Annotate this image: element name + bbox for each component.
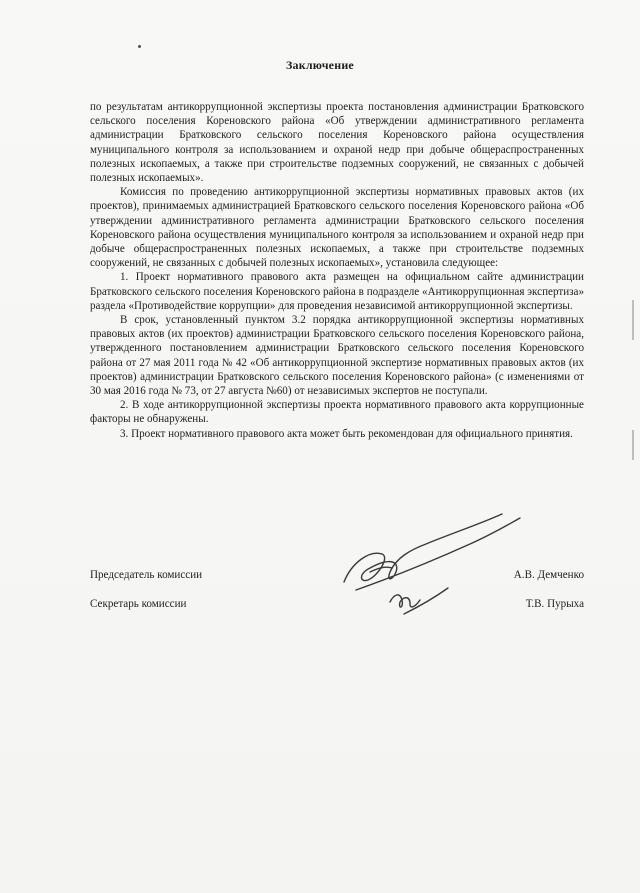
finding-2-paragraph: 2. В ходе антикоррупционной экспертизы проекта нормативного правового акта коррупционные факторы не обнаружены. — [90, 399, 584, 426]
scan-edge-mark — [632, 430, 634, 460]
scan-speck — [138, 45, 141, 48]
commission-paragraph: Комиссия по проведению антикоррупционной экспертизы нормативных правовых актов (их проектов), принимаемых администрацией Братковского сельского поселения Кореновского района «Об утверждении административного регламента администрации Братковского сельского поселения Кореновского района осуществления муниципального контроля за использованием и охраной недр при добыче общераспространенных полезных ископаемых, а также при строительстве подземных сооружений, не связанных с добычей полезных ископаемых», установила следующее: — [90, 186, 584, 270]
chair-name: А.В. Демченко — [513, 569, 584, 581]
secretary-name: Т.В. Пурыха — [525, 598, 584, 610]
chair-role: Председатель комиссии — [90, 569, 203, 581]
scan-edge-mark — [632, 300, 634, 340]
finding-1-paragraph: 1. Проект нормативного правового акта размещен на официальном сайте администрации Братковского сельского поселения Кореновского района в подразделе «Антикоррупционная экспертиза» раздела «Противодействие коррупции» для проведения независимой антикоррупционной экспертизы. — [90, 271, 584, 312]
document-title: Заключение — [286, 58, 354, 72]
finding-3-paragraph: 3. Проект нормативного правового акта может быть рекомендован для официального принятия. — [120, 427, 573, 440]
intro-paragraph: по результатам антикоррупционной экспертизы проекта постановления администрации Братковского сельского поселения Кореновского района «Об утверждении административного регламента администрации Братковского сельского поселения Кореновского района осуществления муниципального контроля за использованием и охраной недр при добыче общераспространенных полезных ископаемых, а также при строительстве подземных сооружений, не связанных с добычей полезных ископаемых». — [90, 101, 584, 185]
secretary-role: Секретарь комиссии — [90, 598, 187, 610]
handwritten-signature — [330, 510, 530, 630]
document-body — [90, 100, 584, 441]
deadline-paragraph: В срок, установленный пунктом 3.2 порядка антикоррупционной экспертизы нормативных правовых актов (их проектов) администрации Братковского сельского поселения Кореновского района, утвержденного постановлением администрации Братковского сельского поселения Кореновского района от 27 мая 2011 года № 42 «Об антикоррупционной экспертизе нормативных правовых актов (их проектов) администрации Братковского сельского поселения Кореновского района» (с изменениями от 30 мая 2016 года № 73, от 27 августа №60) от независимых экспертов не поступали. — [90, 314, 584, 398]
